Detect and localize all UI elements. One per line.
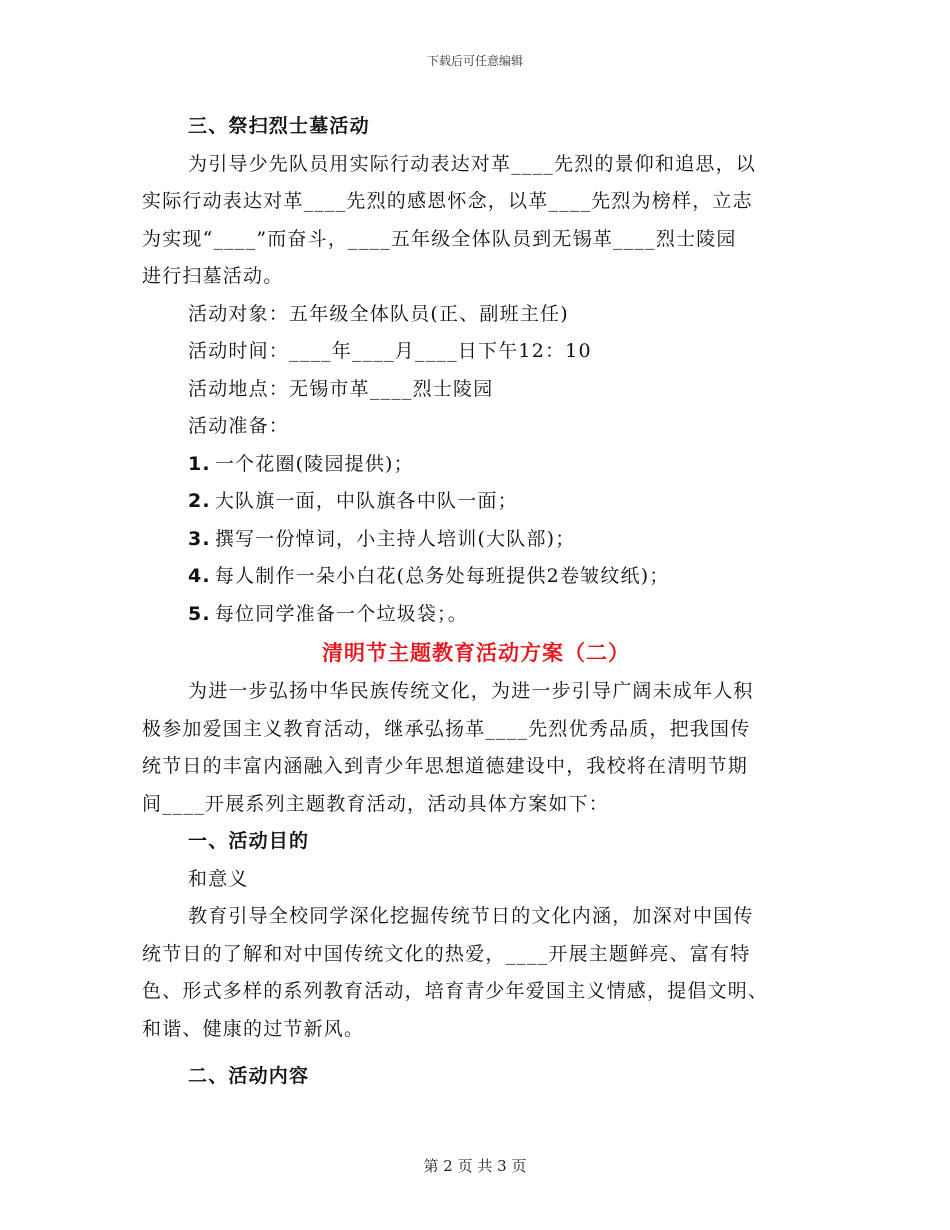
prep-item-text: 每位同学准备一个垃圾袋；。 bbox=[214, 602, 468, 625]
intro-line: 极参加爱国主义教育活动，继承弘扬革____先烈优秀品质，把我国传 bbox=[142, 717, 751, 740]
prep-item bbox=[142, 483, 810, 521]
section3-heading: 三、祭扫烈士墓活动 bbox=[188, 115, 370, 137]
document-title: 清明节主题教育活动方案（二） bbox=[322, 640, 630, 665]
activity-time: 活动时间：____年____月____日下午12：10 bbox=[188, 340, 592, 362]
prep-item-number: 2. bbox=[188, 490, 211, 512]
section2-heading: 二、活动内容 bbox=[188, 1065, 310, 1087]
paragraph-line: 为实现“____”而奋斗，____五年级全体队员到无锡革____烈士陵园 bbox=[142, 227, 737, 250]
activity-prep-label: 活动准备： bbox=[188, 415, 290, 437]
spacer bbox=[142, 1048, 810, 1058]
intro-line: 间____开展系列主题教育活动，活动具体方案如下： bbox=[142, 792, 610, 815]
section1-heading: 一、活动目的 bbox=[188, 830, 310, 852]
section1-line: 教育引导全校同学深化挖掘传统节日的文化内涵，加深对中国传 bbox=[188, 905, 754, 927]
prep-item-text: 一个花圈(陵园提供)； bbox=[214, 452, 414, 475]
paragraph-line: 进行扫墓活动。 bbox=[142, 265, 284, 287]
prep-item-text: 撰写一份悼词，小主持人培训(大队部)； bbox=[214, 527, 576, 550]
prep-item-number: 1. bbox=[188, 452, 211, 475]
section1-line: 统节日的了解和对中国传统文化的热爱，____开展主题鲜亮、富有特 bbox=[142, 942, 751, 965]
intro-line: 统节日的丰富内涵融入到青少年思想道德建设中，我校将在清明节期 bbox=[142, 755, 749, 777]
paragraph-line: 为引导少先队员用实际行动表达对革____先烈的景仰和追思，以 bbox=[188, 152, 757, 175]
prep-item-text: 大队旗一面，中队旗各中队一面； bbox=[214, 490, 518, 512]
prep-item-number: 3. bbox=[188, 527, 211, 550]
activity-object: 活动对象：五年级全体队员(正、副班主任) bbox=[188, 302, 569, 325]
section1-line: 色、形式多样的系列教育活动，培育青少年爱国主义情感，提倡文明、 bbox=[142, 980, 769, 1002]
prep-item-text: 每人制作一朵小白花(总务处每班提供2卷皱纹纸)； bbox=[214, 565, 670, 587]
prep-item-number: 4. bbox=[188, 565, 211, 587]
prep-item bbox=[142, 558, 810, 596]
paragraph-line: 实际行动表达对革____先烈的感恩怀念，以革____先烈为榜样，立志 bbox=[142, 190, 753, 212]
page-footer: 第 2 页 共 3 页 bbox=[423, 1157, 527, 1175]
intro-line: 为进一步弘扬中华民族传统文化，为进一步引导广阔未成年人积 bbox=[188, 680, 754, 702]
activity-place: 活动地点：无锡市革____烈士陵园 bbox=[188, 377, 494, 400]
page-header: 下载后可任意编辑 bbox=[426, 54, 523, 68]
section1-subline: 和意义 bbox=[188, 867, 249, 890]
prep-item-number: 5. bbox=[188, 602, 211, 625]
prep-item bbox=[142, 596, 810, 634]
prep-item bbox=[142, 446, 810, 484]
prep-item bbox=[142, 521, 810, 559]
section1-line: 和谐、健康的过节新风。 bbox=[142, 1017, 365, 1040]
document-body bbox=[142, 108, 810, 1096]
